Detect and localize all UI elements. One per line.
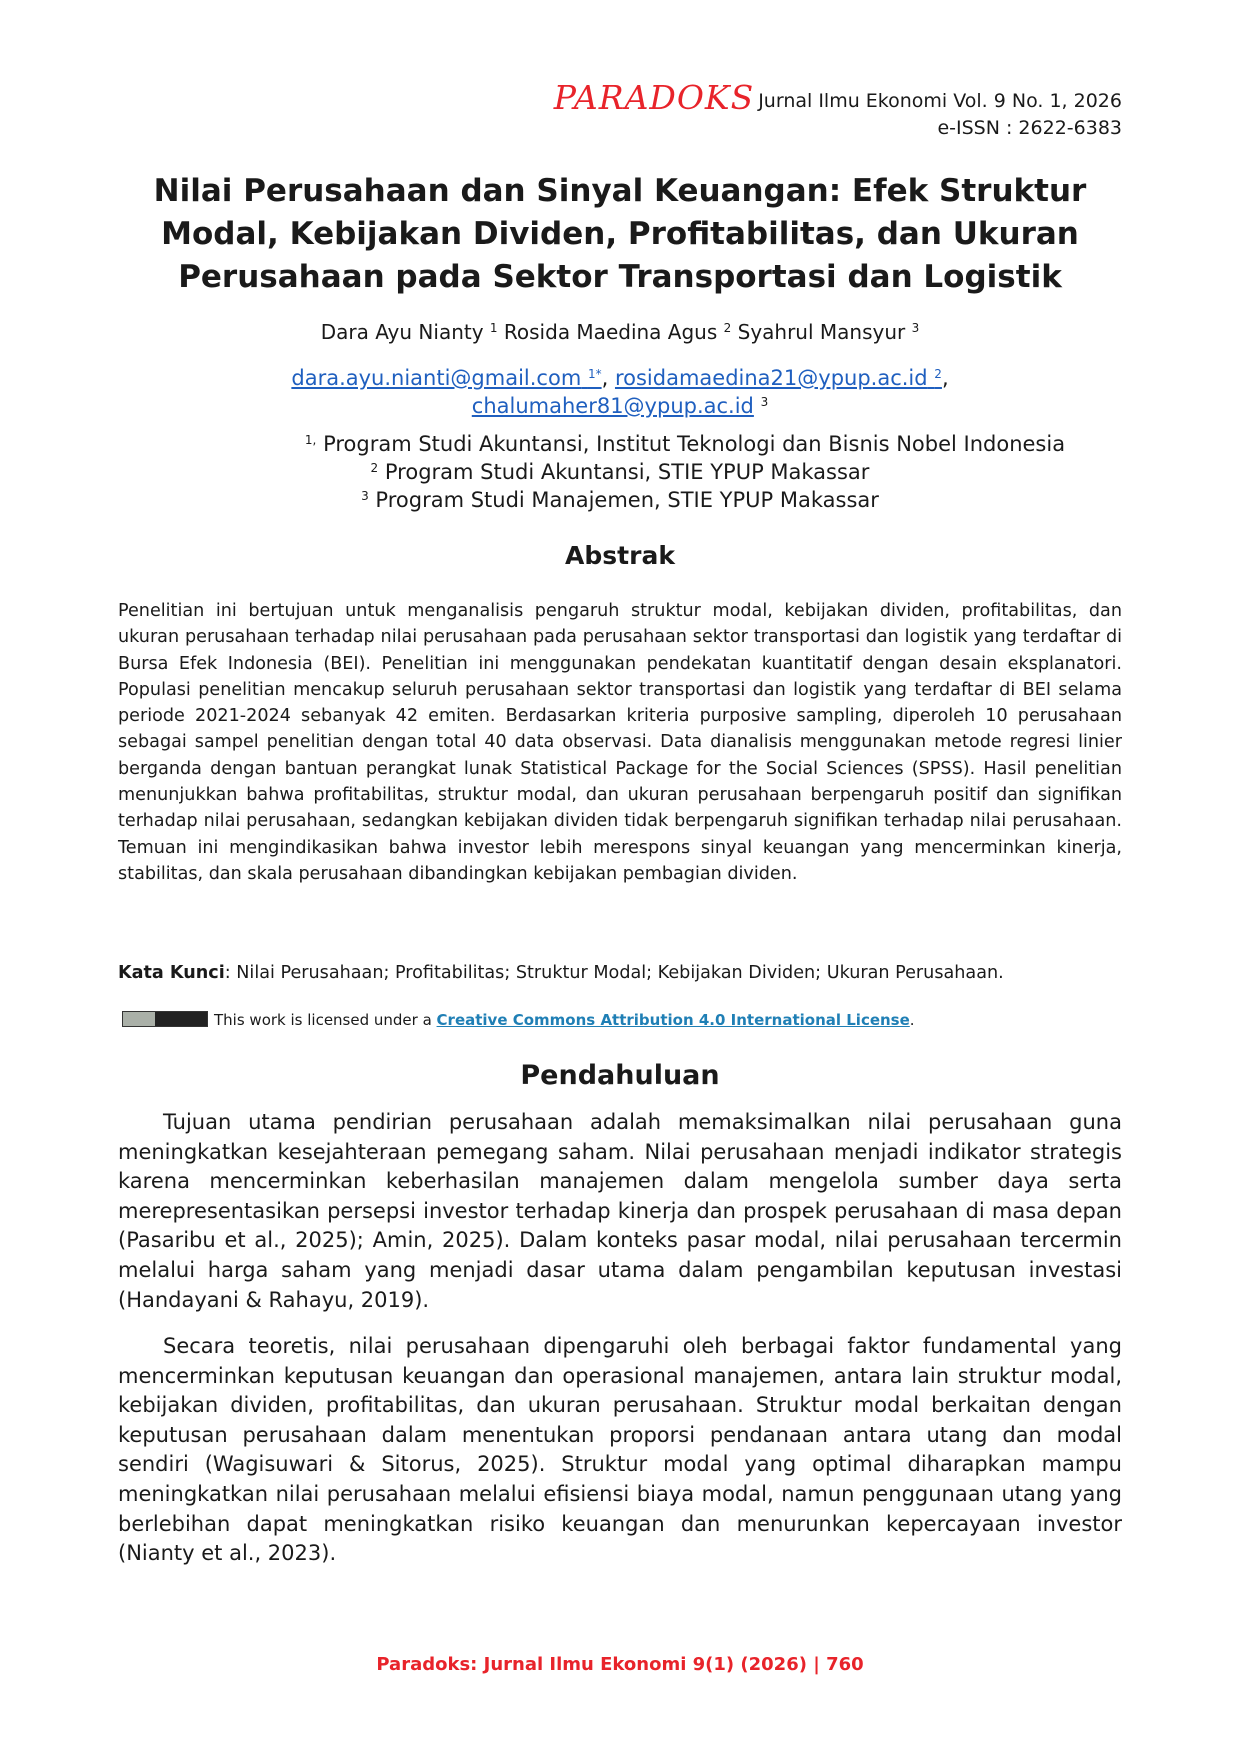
journal-issn: e-ISSN : 2622-6383 (937, 117, 1122, 139)
author-emails: dara.ayu.nianti@gmail.com $^{1*}$, rosidamaedina21@ypup.ac.id $^2$, chalumaher81@ypup.ac.id $^3$ (291, 366, 949, 418)
email-link[interactable]: chalumaher81@ypup.ac.id (471, 394, 754, 418)
affiliation: $^2$ Program Studi Akuntansi, STIE YPUP Makassar (370, 460, 870, 484)
abstract-body: Penelitian ini bertujuan untuk menganalisis pengaruh struktur modal, kebijakan dividen, profitabilitas, dan ukuran perusahaan terhadap nilai perusahaan pada perusahaan sektor transportasi dan logistik yang terdaftar di Bursa Efek Indonesia (BEI). Penelitian ini menggunakan pendekatan kuantitatif dengan desain eksplanatori. Populasi penelitian mencakup seluruh perusahaan sektor transportasi dan logistik yang terdaftar di BEI selama periode 2021-2024 sebanyak 42 emiten. Berdasarkan kriteria purposive sampling, diperoleh 10 perusahaan sebagai sampel penelitian dengan total 40 data observasi. Data dianalisis menggunakan metode regresi linier berganda dengan bantuan perangkat lunak Statistical Package for the Social Sciences (SPSS). Hasil penelitian menunjukkan bahwa profitabilitas, struktur modal, dan ukuran perusahaan berpengaruh positif dan signifikan terhadap nilai perusahaan, sedangkan kebijakan dividen tidak berpengaruh signifikan terhadap nilai perusahaan. Temuan ini mengindikasikan bahwa investor lebih merespons sinyal keuangan yang mencerminkan kinerja, stabilitas, dan skala perusahaan dibandingkan kebijakan pembagian dividen. (118, 601, 1122, 884)
affiliation: $^{1,}$ Program Studi Akuntansi, Institut Teknologi dan Bisnis Nobel Indonesia (304, 432, 1066, 456)
email-link[interactable]: rosidamaedina21@ypup.ac.id $^2$ (614, 366, 942, 390)
abstract-heading: Abstrak (565, 541, 675, 570)
journal-volume: Jurnal Ilmu Ekonomi Vol. 9 No. 1, 2026 (758, 90, 1122, 112)
email-affil-mark: 3 (760, 395, 769, 409)
keywords-label: Kata Kunci (118, 963, 225, 983)
author-name: Dara Ayu Nianty (320, 320, 484, 344)
author-affil-mark: 2 (723, 321, 732, 335)
license-notice: This work is licensed under a Creative Commons Attribution 4.0 International License. (122, 1010, 915, 1030)
journal-header (553, 78, 1122, 141)
author-name: Syahrul Mansyur (737, 320, 906, 344)
body-paragraph: Secara teoretis, nilai perusahaan dipengaruhi oleh berbagai faktor fundamental yang mencerminkan keputusan keuangan dan operasional manajemen, antara lain struktur modal, kebijakan dividen, profitabilitas, dan ukuran perusahaan. Struktur modal berkaitan dengan keputusan perusahaan dalam menentukan proporsi pendanaan antara utang dan modal sendiri (Wagisuwari & Sitorus, 2025). Struktur modal yang optimal diharapkan mampu meningkatkan nilai perusahaan melalui efisiensi biaya modal, namun penggunaan utang yang berlebihan dapat meningkatkan risiko keuangan dan menurunkan kepercayaan investor (Nianty et al., 2023). (118, 1334, 1122, 1566)
body-paragraph: Tujuan utama pendirian perusahaan adalah memaksimalkan nilai perusahaan guna meningkatkan kesejahteraan pemegang saham. Nilai perusahaan menjadi indikator strategis karena mencerminkan keberhasilan manajemen dalam mengelola sumber daya serta merepresentasikan persepsi investor terhadap kinerja dan prospek perusahaan di masa depan (Pasaribu et al., 2025); Amin, 2025). Dalam konteks pasar modal, nilai perusahaan tercermin melalui harga saham yang menjadi dasar utama dalam pengambilan keputusan investasi (Handayani & Rahayu, 2019). (118, 1110, 1122, 1312)
affiliation: $^3$ Program Studi Manajemen, STIE YPUP Makassar (361, 488, 879, 512)
author-name: Rosida Maedina Agus (503, 320, 718, 344)
section-heading: Pendahuluan (520, 1060, 720, 1091)
email-link[interactable]: dara.ayu.nianti@gmail.com $^{1*}$ (291, 366, 602, 390)
journal-name-line (553, 78, 1122, 117)
keywords-text: : Nilai Perusahaan; Profitabilitas; Struktur Modal; Kebijakan Dividen; Ukuran Perusahaan. (224, 963, 1004, 983)
cc-by-license-icon (122, 1011, 208, 1027)
license-prefix: This work is licensed under a (214, 1011, 437, 1029)
license-link[interactable]: Creative Commons Attribution 4.0 International License (436, 1011, 910, 1029)
author-affil-mark: 1 (489, 321, 498, 335)
journal-logo: PARADOKS (553, 78, 755, 117)
keywords (118, 960, 1122, 986)
paper-title: Nilai Perusahaan dan Sinyal Keuangan: Efek Struktur Modal, Kebijakan Dividen, Profitabilitas, dan Ukuran Perusahaan pada Sektor Transportasi dan Logistik (153, 173, 1087, 295)
affiliation-list (0, 430, 1240, 514)
page-footer: Paradoks: Jurnal Ilmu Ekonomi 9(1) (2026) | 760 (376, 1654, 864, 1675)
author-list (0, 318, 1240, 346)
author-affil-mark: 3 (911, 321, 920, 335)
